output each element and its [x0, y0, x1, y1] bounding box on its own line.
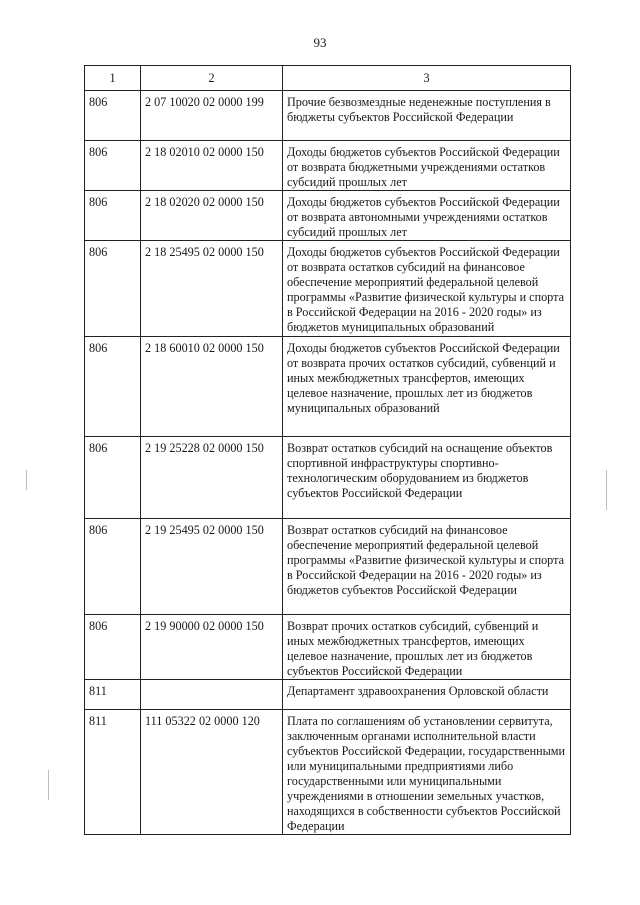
- revenue-name-cell: Возврат остатков субсидий на оснащение объектов спортивной инфраструктуры спортивно-технологическим оборудованием из бюджетов субъектов Российской Федерации: [283, 437, 571, 519]
- budget-code-cell: 111 05322 02 0000 120: [141, 710, 283, 835]
- table-row: [85, 91, 571, 141]
- budget-code-cell: 2 19 25495 02 0000 150: [141, 519, 283, 615]
- table-row: [85, 710, 571, 835]
- admin-code-cell: 806: [85, 241, 141, 337]
- admin-code-cell: 806: [85, 141, 141, 191]
- scan-artifact: [26, 470, 27, 490]
- admin-code-cell: 806: [85, 91, 141, 141]
- admin-code-cell: 811: [85, 680, 141, 710]
- page-number: 93: [313, 35, 327, 50]
- revenue-name-cell: Доходы бюджетов субъектов Российской Федерации от возврата бюджетными учреждениями остатков субсидий прошлых лет: [283, 141, 571, 191]
- revenue-name-cell: Департамент здравоохранения Орловской области: [283, 680, 571, 710]
- table-row: [85, 191, 571, 241]
- header-cell-col-2: 2: [141, 66, 283, 91]
- admin-code-cell: 806: [85, 519, 141, 615]
- table-row: [85, 241, 571, 337]
- table-row: [85, 519, 571, 615]
- revenue-name-cell: Доходы бюджетов субъектов Российской Федерации от возврата автономными учреждениями остатков субсидий прошлых лет: [283, 191, 571, 241]
- revenue-name-cell: Возврат прочих остатков субсидий, субвенций и иных межбюджетных трансфертов, имеющих целевое назначение, прошлых лет из бюджетов субъектов Российской Федерации: [283, 615, 571, 680]
- budget-code-cell: 2 18 60010 02 0000 150: [141, 337, 283, 437]
- scan-artifact: [606, 470, 607, 510]
- header-cell-col-1: 1: [85, 66, 141, 91]
- budget-code-cell: 2 07 10020 02 0000 199: [141, 91, 283, 141]
- table-row: [85, 615, 571, 680]
- table-row: [85, 141, 571, 191]
- revenue-name-cell: Доходы бюджетов субъектов Российской Федерации от возврата остатков субсидий на финансовое обеспечение мероприятий федеральной целевой программы «Развитие физической культуры и спорта в Российской Федерации на 2016 - 2020 годы» из бюджетов муниципальных образований: [283, 241, 571, 337]
- budget-code-cell: 2 18 02010 02 0000 150: [141, 141, 283, 191]
- admin-code-cell: 806: [85, 615, 141, 680]
- budget-codes-table: [84, 65, 571, 835]
- admin-code-cell: 806: [85, 337, 141, 437]
- table-row: [85, 680, 571, 710]
- budget-code-cell: 2 18 02020 02 0000 150: [141, 191, 283, 241]
- admin-code-cell: 811: [85, 710, 141, 835]
- scan-artifact: [48, 770, 49, 800]
- revenue-name-cell: Возврат остатков субсидий на финансовое обеспечение мероприятий федеральной целевой программы «Развитие физической культуры и спорта в Российской Федерации на 2016 - 2020 годы» из бюджетов субъектов Российской Федерации: [283, 519, 571, 615]
- revenue-name-cell: Доходы бюджетов субъектов Российской Федерации от возврата прочих остатков субсидий, субвенций и иных межбюджетных трансфертов, имеющих целевое назначение, прошлых лет из бюджетов муниципальных образований: [283, 337, 571, 437]
- admin-code-cell: 806: [85, 437, 141, 519]
- table-header-row: [85, 66, 571, 91]
- revenue-name-cell: Прочие безвозмездные неденежные поступления в бюджеты субъектов Российской Федерации: [283, 91, 571, 141]
- budget-code-cell: 2 19 90000 02 0000 150: [141, 615, 283, 680]
- table-row: [85, 337, 571, 437]
- admin-code-cell: 806: [85, 191, 141, 241]
- revenue-name-cell: Плата по соглашениям об установлении сервитута, заключенным органами исполнительной власти субъектов Российской Федерации, государственными или муниципальными предприятиями либо государственными или муниципальными учреждениями в отношении земельных участков, находящихся в собственности субъектов Российской Федерации: [283, 710, 571, 835]
- budget-code-cell: 2 19 25228 02 0000 150: [141, 437, 283, 519]
- header-cell-col-3: 3: [283, 66, 571, 91]
- budget-code-cell: 2 18 25495 02 0000 150: [141, 241, 283, 337]
- budget-code-cell: [141, 680, 283, 710]
- table-row: [85, 437, 571, 519]
